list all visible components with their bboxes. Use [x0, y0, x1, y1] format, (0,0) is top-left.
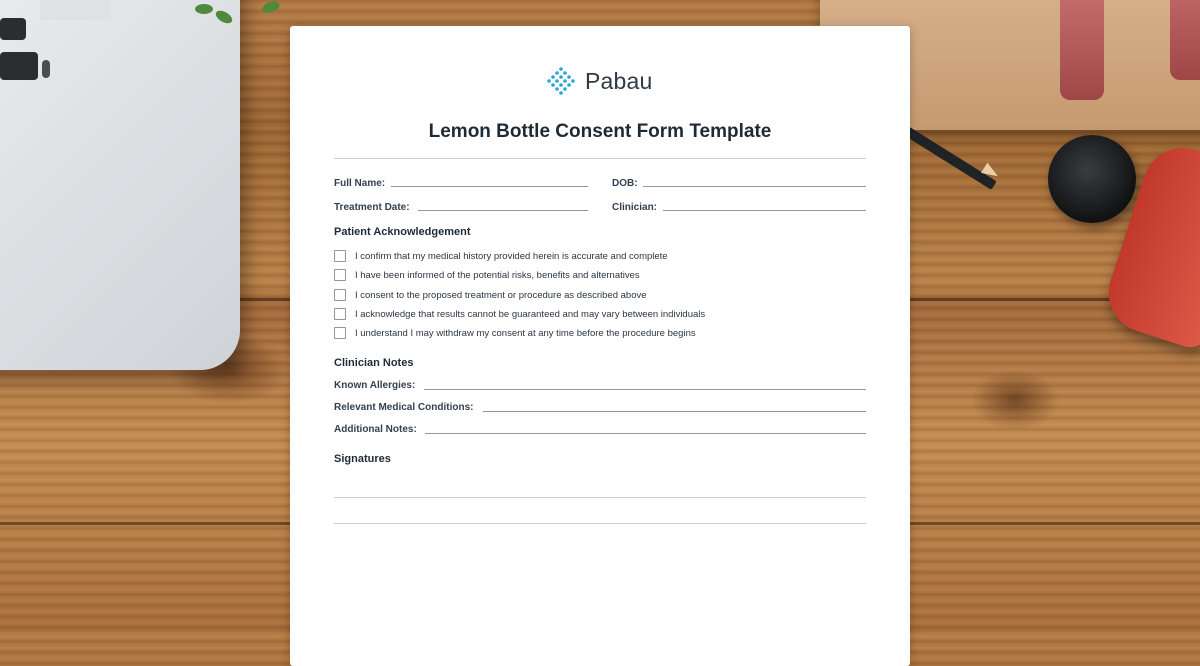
additional-notes-field[interactable] [425, 433, 866, 434]
dob-field[interactable] [643, 186, 866, 187]
acknowledgement-item[interactable] [334, 249, 668, 263]
brand-name: Pabau [585, 67, 653, 94]
checkbox-label: I consent to the proposed treatment or procedure as described above [355, 289, 647, 301]
checkbox[interactable] [334, 289, 346, 301]
acknowledgement-heading: Patient Acknowledgement [334, 226, 471, 238]
treatment-date-field[interactable] [418, 210, 588, 211]
pencil-image [902, 126, 996, 190]
form-title: Lemon Bottle Consent Form Template [428, 121, 772, 142]
laptop-key [0, 18, 26, 40]
full-name-field[interactable] [391, 186, 588, 187]
pabau-logo-icon [544, 66, 578, 96]
checkbox[interactable] [334, 269, 346, 281]
medical-conditions-label: Relevant Medical Conditions: [334, 402, 474, 413]
checkbox[interactable] [334, 327, 346, 339]
plant-leaf-image [261, 0, 281, 15]
checkbox[interactable] [334, 308, 346, 320]
consent-form-sheet [290, 26, 910, 666]
checkbox[interactable] [334, 250, 346, 262]
acknowledgement-item[interactable] [334, 326, 696, 340]
clinician-notes-heading: Clinician Notes [334, 357, 414, 369]
acknowledgement-item[interactable] [334, 307, 705, 321]
clinician-field[interactable] [663, 210, 866, 211]
known-allergies-label: Known Allergies: [334, 380, 416, 391]
lens-cap-image [1048, 135, 1136, 223]
checkbox-label: I acknowledge that results cannot be guaranteed and may vary between individuals [355, 308, 706, 320]
known-allergies-field[interactable] [424, 389, 866, 390]
signature-line[interactable] [334, 523, 866, 524]
acknowledgement-item[interactable] [334, 268, 640, 282]
bag-strap [1060, 0, 1104, 100]
checkbox-label: I have been informed of the potential risks, benefits and alternatives [355, 269, 640, 281]
checkbox-label: I understand I may withdraw my consent at any time before the procedure begins [355, 327, 696, 339]
signature-line[interactable] [334, 497, 866, 498]
title-divider [334, 158, 866, 159]
dob-label: DOB: [612, 178, 638, 189]
full-name-label: Full Name: [334, 178, 386, 189]
laptop-speaker-grille [40, 0, 110, 20]
laptop-image [0, 0, 240, 370]
brand-logo [544, 66, 653, 96]
laptop-key [42, 60, 50, 78]
bag-strap [1170, 0, 1200, 80]
laptop-key [0, 52, 38, 80]
acknowledgement-item[interactable] [334, 288, 647, 302]
signatures-heading: Signatures [334, 453, 391, 465]
additional-notes-label: Additional Notes: [334, 424, 417, 435]
plant-leaf-image [195, 4, 213, 14]
checkbox-label: I confirm that my medical history provided herein is accurate and complete [355, 250, 668, 262]
clinician-label: Clinician: [612, 202, 658, 213]
treatment-date-label: Treatment Date: [334, 202, 410, 213]
medical-conditions-field[interactable] [483, 411, 866, 412]
